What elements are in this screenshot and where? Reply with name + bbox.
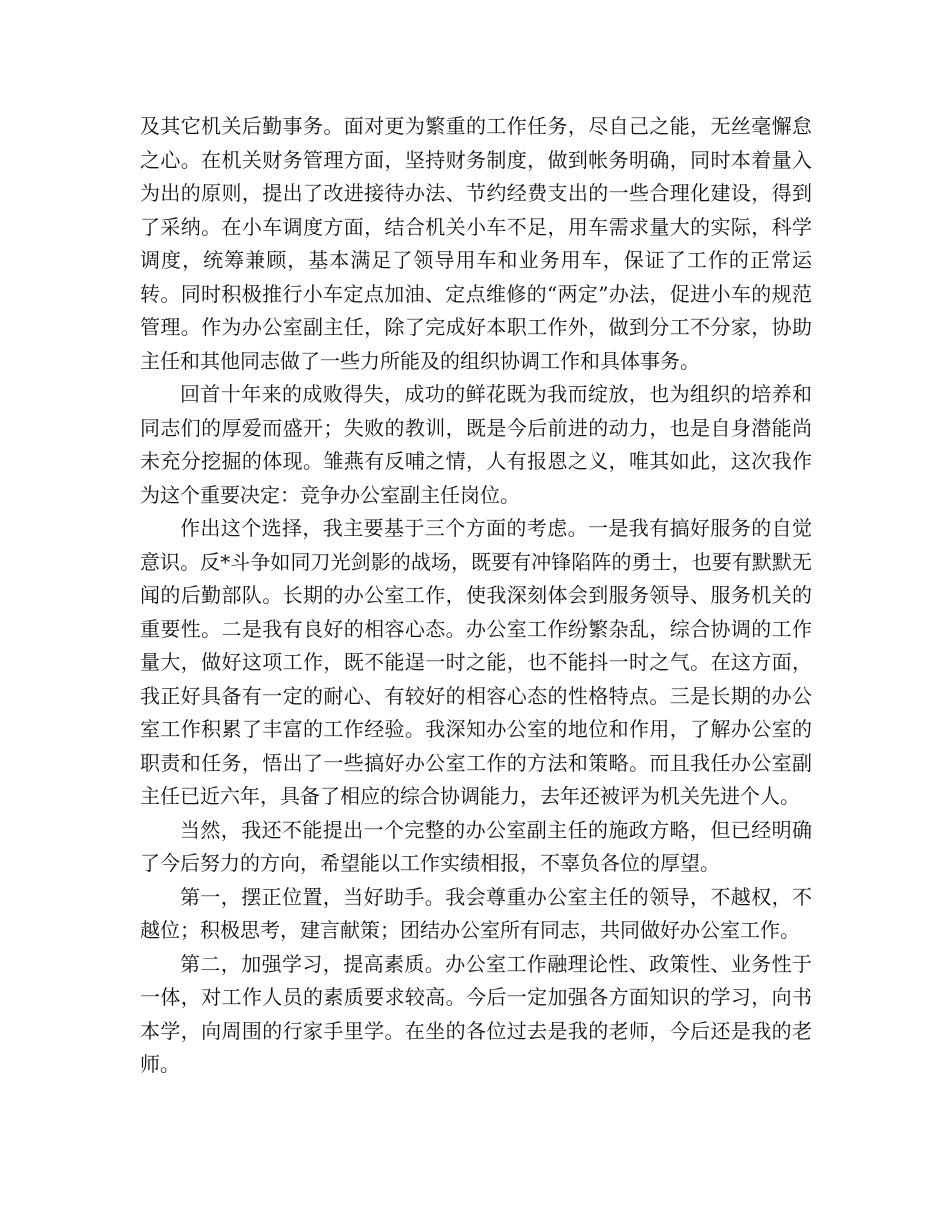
paragraph-4: 当然，我还不能提出一个完整的办公室副主任的施政方略，但已经明确了今后努力的方向，希望能以工作实绩相报，不辜负各位的厚望。 [140, 817, 812, 875]
paragraph-2: 回首十年来的成败得失，成功的鲜花既为我而绽放，也为组织的培养和同志们的厚爱而盛开；失败的教训，既是今后前进的动力，也是自身潜能尚未充分挖掘的体现。雏燕有反哺之情，人有报恩之义，唯其如此，这次我作为这个重要决定：竞争办公室副主任岗位。 [140, 382, 812, 507]
paragraph-1: 及其它机关后勤事务。面对更为繁重的工作任务，尽自己之能，无丝毫懈怠之心。在机关财务管理方面，坚持财务制度，做到帐务明确，同时本着量入为出的原则，提出了改进接待办法、节约经费支出的一些合理化建设，得到了采纳。在小车调度方面，结合机关小车不足，用车需求量大的实际，科学调度，统筹兼顾，基本满足了领导用车和业务用车，保证了工作的正常运转。同时积极推行小车定点加油、定点维修的“两定”办法，促进小车的规范管理。作为办公室副主任，除了完成好本职工作外，做到分工不分家，协助主任和其他同志做了一些力所能及的组织协调工作和具体事务。 [140, 114, 812, 373]
document-page [140, 110, 812, 1082]
paragraph-5: 第一，摆正位置，当好助手。我会尊重办公室主任的领导，不越权，不越位；积极思考，建言献策；团结办公室所有同志，共同做好办公室工作。 [140, 884, 812, 942]
paragraph-6: 第二，加强学习，提高素质。办公室工作融理论性、政策性、业务性于一体，对工作人员的素质要求较高。今后一定加强各方面知识的学习，向书本学，向周围的行家手里学。在坐的各位过去是我的老师，今后还是我的老师。 [140, 951, 812, 1076]
paragraph-3: 作出这个选择，我主要基于三个方面的考虑。一是我有搞好服务的自觉意识。反*斗争如同刀光剑影的战场，既要有冲锋陷阵的勇士，也要有默默无闻的后勤部队。长期的办公室工作，使我深刻体会到服务领导、服务机关的重要性。二是我有良好的相容心态。办公室工作纷繁杂乱，综合协调的工作量大，做好这项工作，既不能逞一时之能，也不能抖一时之气。在这方面，我正好具备有一定的耐心、有较好的相容心态的性格特点。三是长期的办公室工作积累了丰富的工作经验。我深知办公室的地位和作用，了解办公室的职责和任务，悟出了一些搞好办公室工作的方法和策略。而且我任办公室副主任已近六年，具备了相应的综合协调能力，去年还被评为机关先进个人。 [140, 516, 812, 808]
